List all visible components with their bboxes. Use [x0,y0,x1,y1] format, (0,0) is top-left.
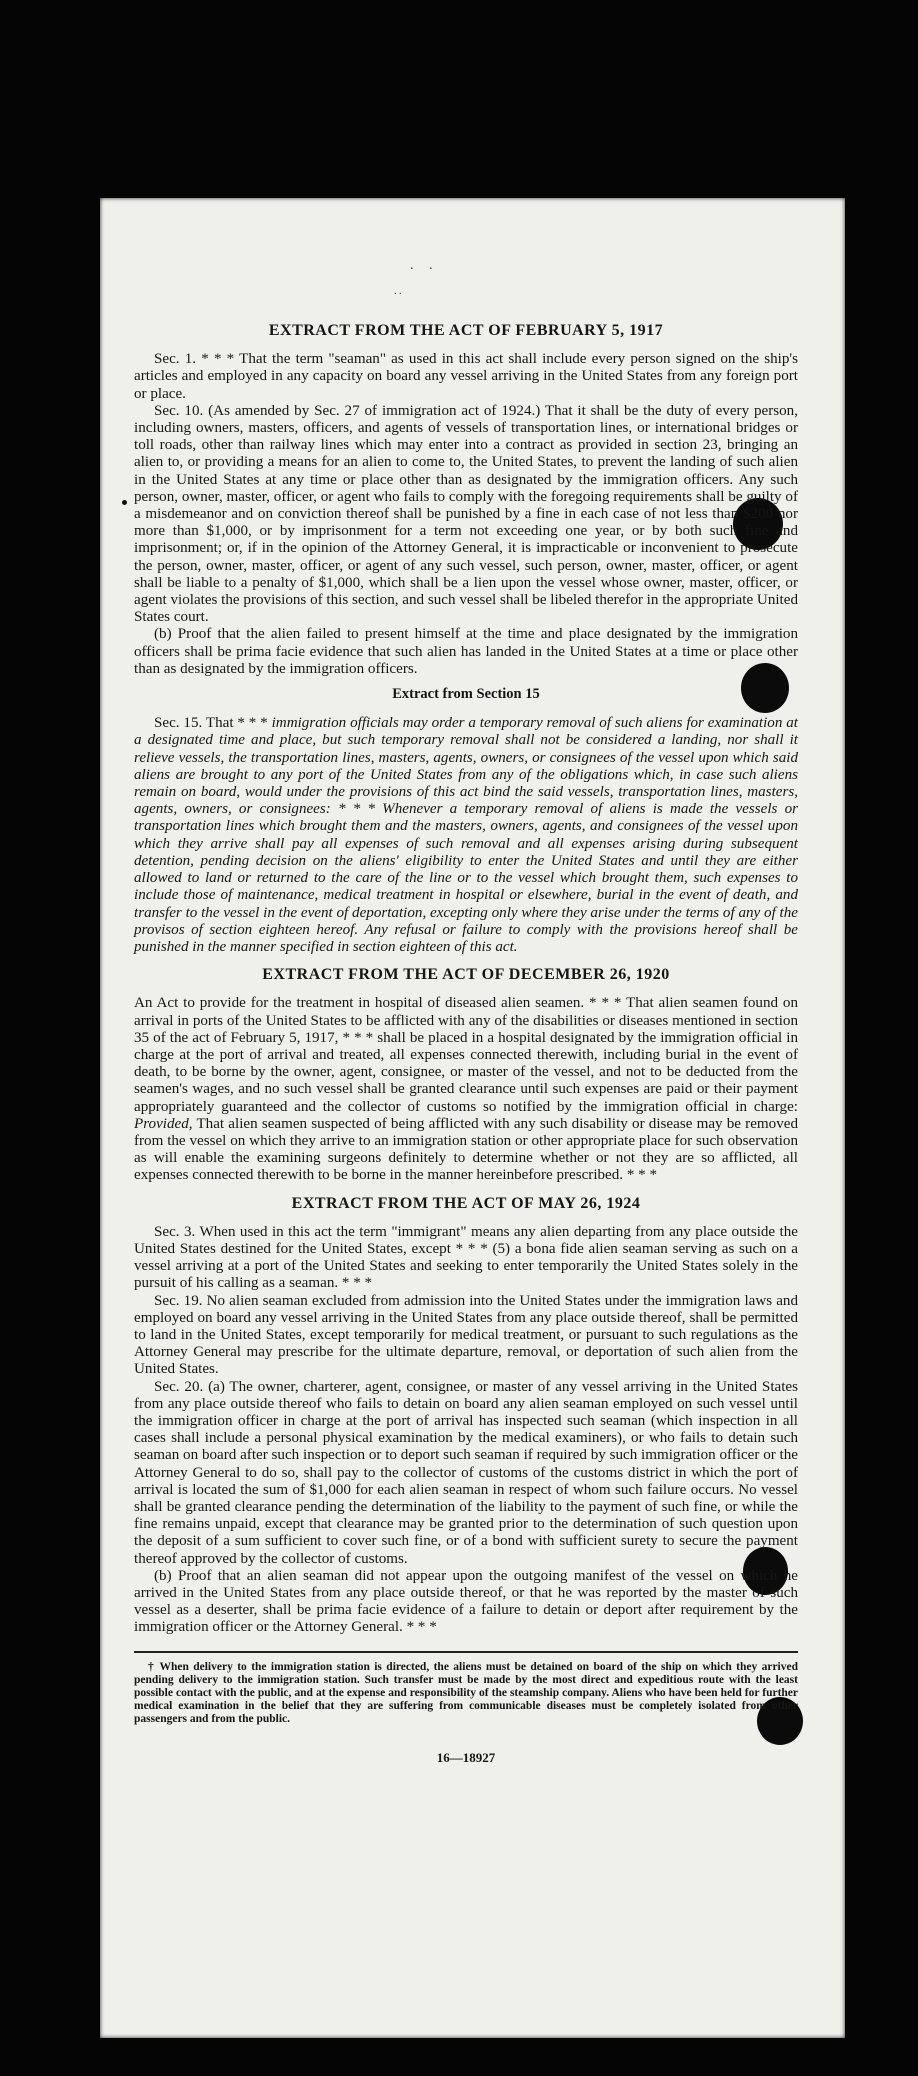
sec1924-para-1: Sec. 3. When used in this act the term "immigrant" means any alien departing from any place outside the United States destined for the United States, except * * * (5) a bona fide alien seaman serving as such on a vessel arriving at a port of the United States and seeking to enter temporarily the United States solely in the pursuit of his calling as a seaman. * * * [134,1223,798,1292]
stray-mark [122,500,127,505]
heading-act-1917: EXTRACT FROM THE ACT OF FEBRUARY 5, 1917 [268,322,664,339]
heading-section-15: Extract from Section 15 [392,686,540,703]
paper-specks: . . [410,258,439,273]
footnote-divider [134,1651,798,1653]
heading-act-1920: EXTRACT FROM THE ACT OF DECEMBER 26, 1920 [262,966,670,984]
sec1920-text-a: An Act to provide for the treatment in hospital of diseased alien seamen. * * * That alien seamen found on arrival in ports of the United States to be afflicted with any of the disabilities or diseases mentioned in section 35 of the act of February 5, 1917, * * * shall be placed in a hospital designated by the immigration official in charge at the port of arrival and treated, all expenses connected therewith, including burial in the event of death, to be borne by the owner, agent, consignee, or master of the vessel, and not to be deducted from the seamen's wages, and no such vessel shall be granted clearance until such expenses are paid or their payment appropriately guaranteed and the collector of customs so notified by the immigration official in charge: [134,995,798,1115]
paper-specks-lower: . . [394,286,402,297]
sec1920-proviso: Provided, [134,1115,193,1132]
sec1920-text-b: That alien seamen suspected of being afflicted with any such disability or disease may be removed from the vessel on which they arrive to an immigration station or other appropriate place for such observation as will enable the examining surgeons definitely to determine whether or not they are so afflicted, all expenses connected therewith to be borne in the manner hereinbefore prescribed. * * * [134,1115,798,1184]
footnote: † When delivery to the immigration station is directed, the aliens must be detained on board of the ship on which they arrived pending delivery to the immigration station. Such transfer must be made by the most direct and expeditious route with the least possible contact with the public, and at the expense and responsibility of the steamship company. Aliens who have been held for further medical examination in the belief that they are suffering from communicable diseases must be completely isolated from other passengers and from the public. [134,1660,798,1726]
sec15-body: immigration officials may order a temporary removal of such aliens for examination at a designated time and place, but such temporary removal shall not be considered a landing, nor shall it relieve vessels, the transportation lines, masters, agents, owners, or consignees of the vessel upon which said aliens are brought to any port of the United States from any of the obligations which, in case such aliens remain on board, would under the provisions of this act bind the said vessels, transportation lines, masters, agents, owners, or consignees: * * * Whenever a temporary removal of aliens is made the vessels or transportation lines which brought them and the masters, owners, agents, and consignees of the vessel upon which they arrive shall pay all expenses of such removal and all expenses arising during subsequent detention, pending decision on the aliens' eligibility to enter the United States and until they are either allowed to land or returned to the care of the line or to the vessel which brought them, such expenses to include those of maintenance, medical treatment in hospital or elsewhere, burial in the event of death, and transfer to the vessel in the event of deportation, excepting only where they arise under the terms of any of the provisos of section eighteen hereof. Any refusal or failure to comply with the provisions hereof shall be punished in the manner specified in section eighteen of this act. [134,715,798,955]
sec1924-para-4: (b) Proof that an alien seaman did not appear upon the outgoing manifest of the vessel on which he arrived in the United States from any place outside thereof, or that he was reported by the master of such vessel as a deserter, shall be prima facie evidence of a failure to detain or deport after requirement by the immigration officer or the Attorney General. * * * [134,1567,798,1636]
sec1924-para-2: Sec. 19. No alien seaman excluded from admission into the United States under the immigration laws and employed on board any vessel arriving in the United States from any place outside thereof, shall be permitted to land in the United States, except temporarily for medical treatment, or pursuant to such regulations as the Attorney General may prescribe for the ultimate departure, removal, or deportation of such alien from the United States. [134,1292,798,1378]
sec1924-para-3: Sec. 20. (a) The owner, charterer, agent, consignee, or master of any vessel arriving in the United States from any place outside thereof who fails to detain on board any alien seaman employed on such vessel until the immigration officer in charge at the port of arrival has inspected such seaman (which inspection in all cases shall include a personal physical examination by the medical examiners), or who fails to detain such seaman on board after such inspection or to deport such seaman if required by such immigration officer or the Attorney General to do so, shall pay to the collector of customs of the customs district in which the port of arrival is located the sum of $1,000 for each alien seaman in respect of whom such failure occurs. No vessel shall be granted clearance pending the determination of the liability to the payment of such fine, or while the fine remains unpaid, except that clearance may be granted prior to the determination of such question upon the deposit of a sum sufficient to cover such fine, or of a bond with sufficient surety to secure the payment thereof approved by the collector of customs. [134,1378,798,1567]
sec1917-para-3: (b) Proof that the alien failed to present himself at the time and place designated by the immigration officers shall be prima facie evidence that such alien has landed in the United States at a time or place other than as designated by the immigration officers. [134,626,798,677]
sec1920-para [134,995,798,1184]
sec1917-para-2: Sec. 10. (As amended by Sec. 27 of immigration act of 1924.) That it shall be the duty of every person, including owners, masters, officers, and agents of vessels of transportation lines, or international bridges or toll roads, other than railway lines which may enter into a contract as provided in section 23, bringing an alien to, or providing a means for an alien to come to, the United States, to prevent the landing of such alien in the United States at any time or place other than as designated by the immigration officers. Any such person, owner, master, officer, or agent who fails to comply with the foregoing requirements shall be guilty of a misdemeanor and on conviction thereof shall be punished by a fine in each case of not less than $200 nor more than $1,000, or by imprisonment for a term not exceeding one year, or by both such fine and imprisonment; or, if in the opinion of the Attorney General, it is impracticable or inconvenient to prosecute the person, owner, master, officer, or agent of any such vessel, such person, owner, master, officer, or agent shall be liable to a penalty of $1,000, which shall be a lien upon the vessel whose owner, master, officer, or agent violates the provisions of this section, and such vessel shall be libeled therefor in the appropriate United States court. [134,402,798,626]
sec1917-para-1: Sec. 1. * * * That the term "seaman" as used in this act shall include every person signed on the ship's articles and employed in any capacity on board any vessel arriving in the United States from any foreign port or place. [134,351,798,402]
sec15-lead: Sec. 15. That * * * [154,715,272,732]
document-text [134,322,798,1766]
heading-act-1924: EXTRACT FROM THE ACT OF MAY 26, 1924 [291,1194,641,1212]
form-number: 16—18927 [436,1749,496,1765]
sec15-para [134,715,798,956]
